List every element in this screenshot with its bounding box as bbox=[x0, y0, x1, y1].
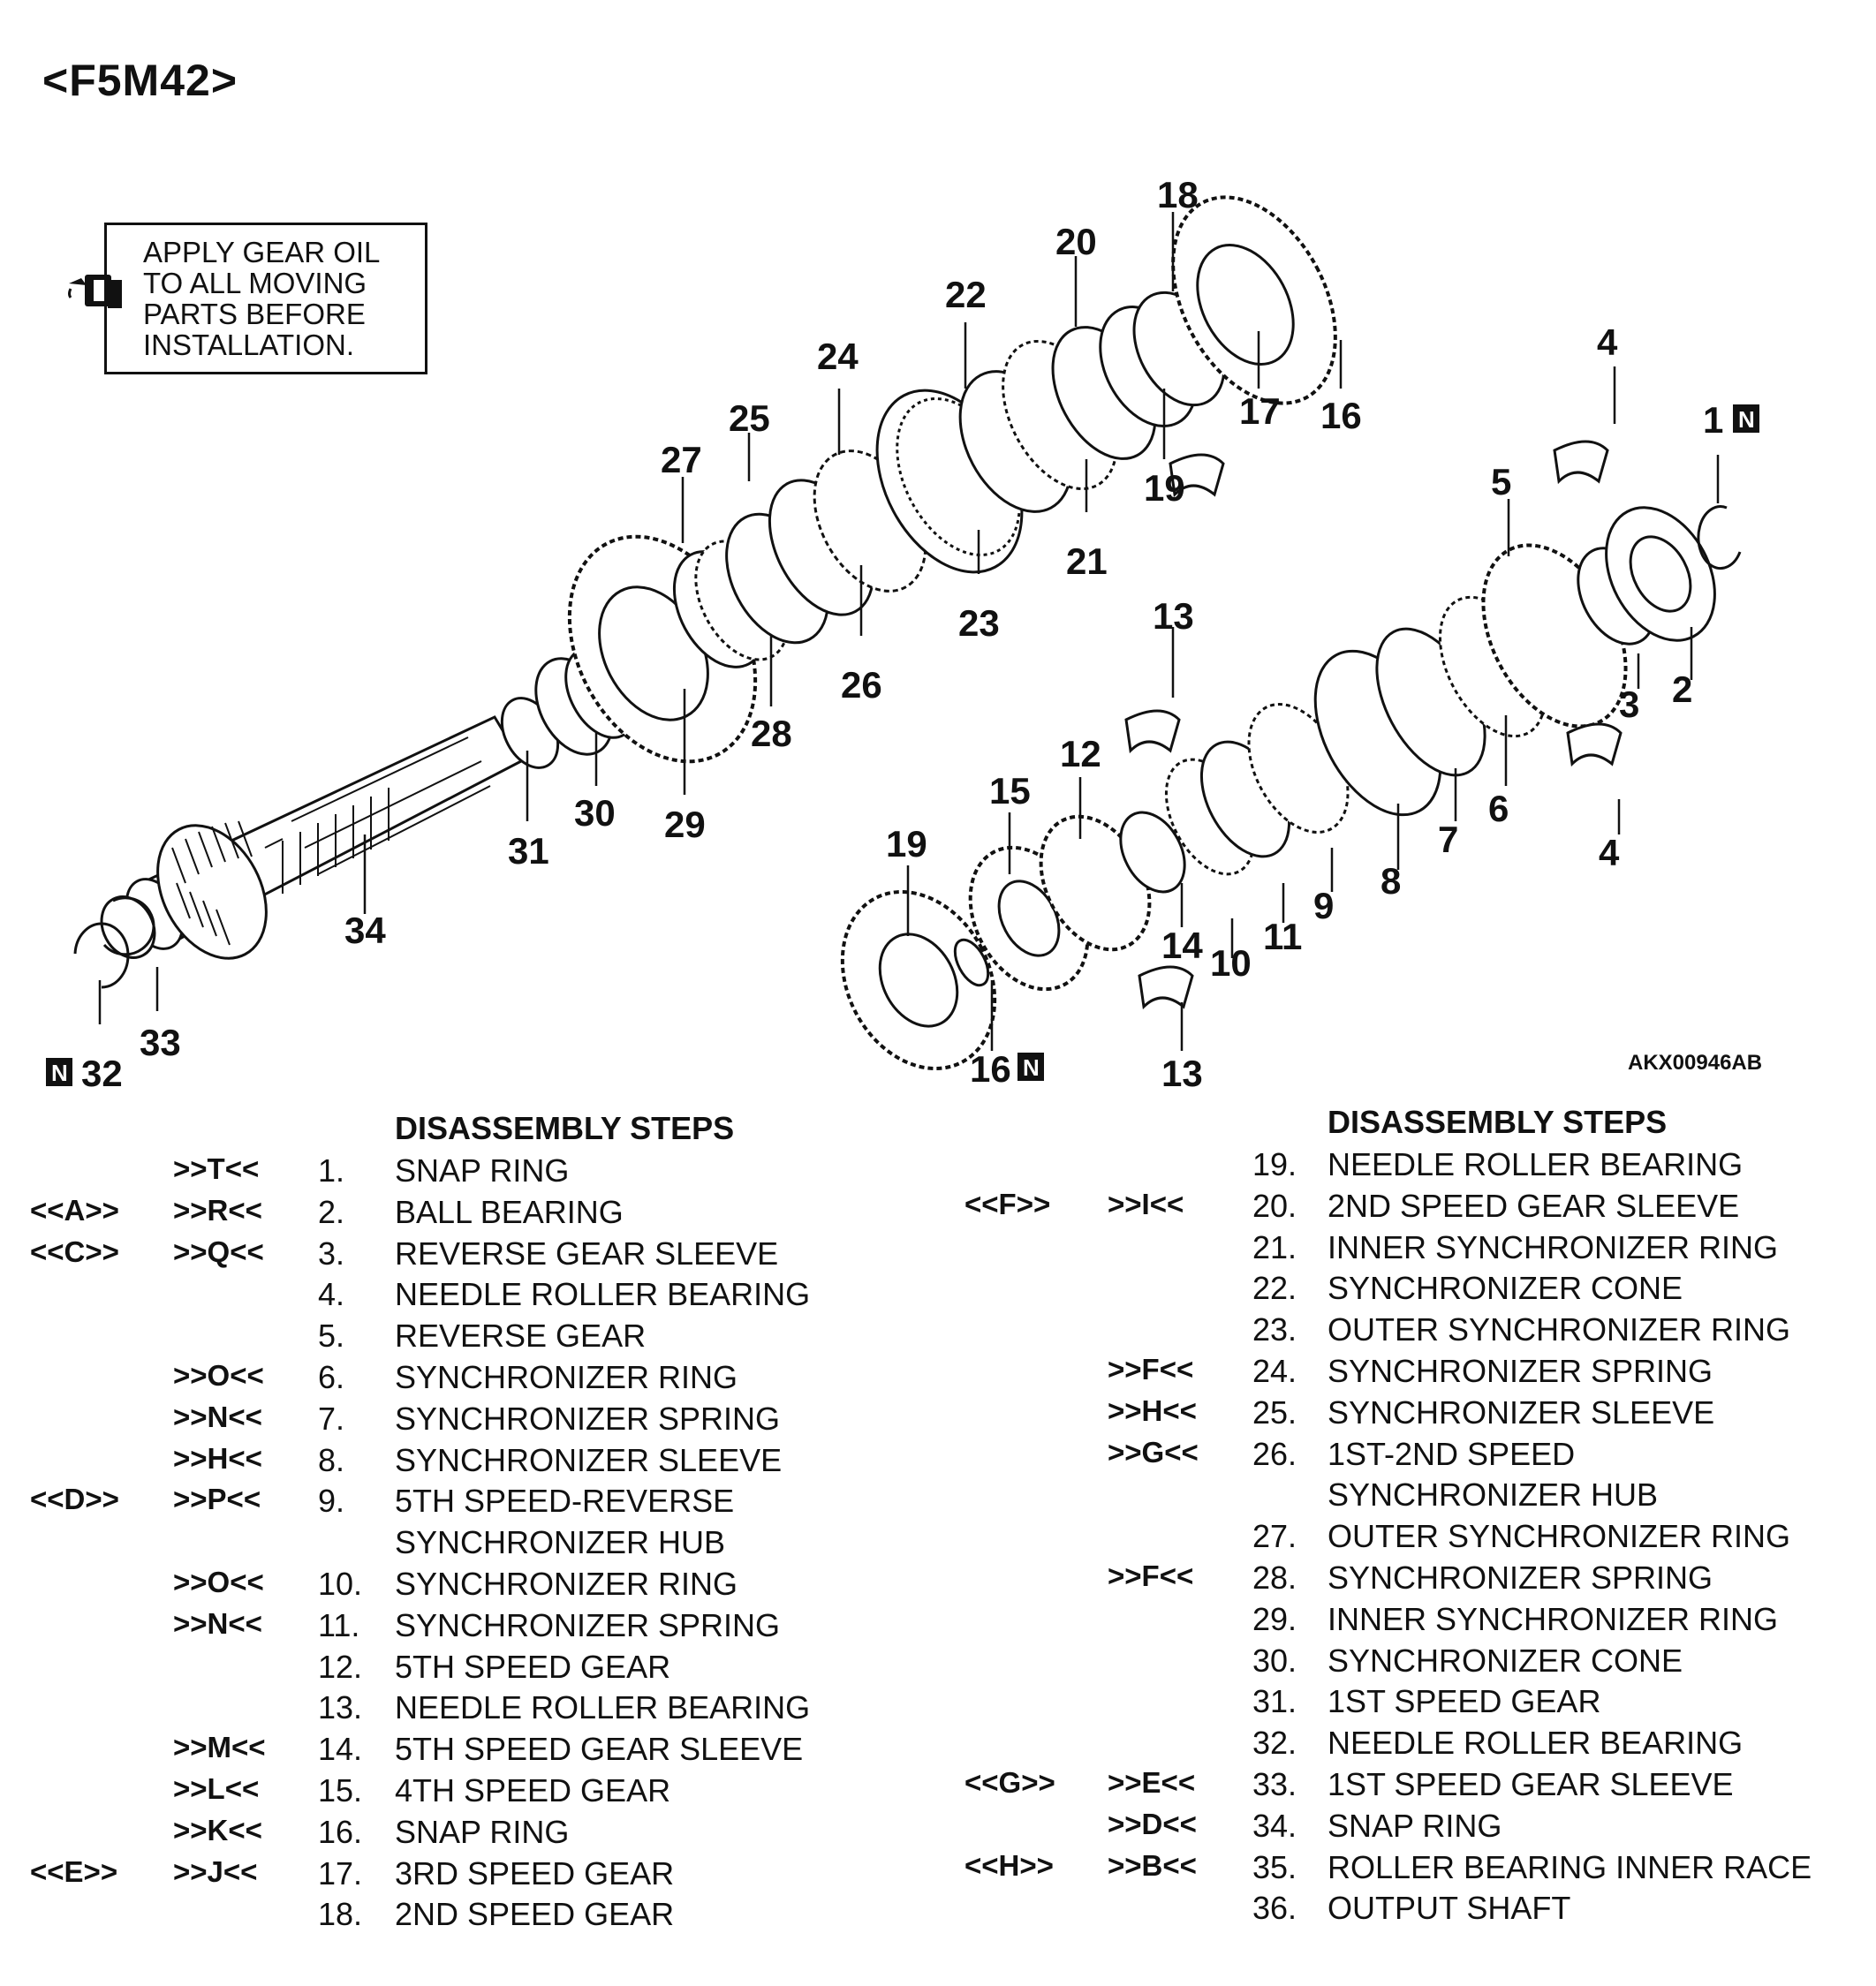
step-name: BALL BEARING bbox=[395, 1193, 624, 1230]
installation-mark: >>N<< bbox=[173, 1606, 262, 1640]
step-name: SNAP RING bbox=[395, 1152, 570, 1189]
installation-mark: >>B<< bbox=[1108, 1848, 1197, 1882]
step-number: 30. bbox=[1252, 1642, 1297, 1679]
step-number: 13. bbox=[318, 1689, 363, 1726]
step-number: 35. bbox=[1252, 1848, 1297, 1885]
step-name: OUTER SYNCHRONIZER RING bbox=[1328, 1311, 1791, 1348]
step-row bbox=[0, 1725, 1876, 1766]
step-number: 33. bbox=[1252, 1766, 1297, 1802]
note-line: TO ALL MOVING bbox=[143, 267, 367, 299]
step-number: 29. bbox=[1252, 1600, 1297, 1637]
callout-13-bottom: 13 bbox=[1161, 1053, 1203, 1094]
step-row bbox=[0, 1683, 1876, 1725]
step-number: 27. bbox=[1252, 1518, 1297, 1555]
callout-29: 27 bbox=[661, 439, 702, 480]
installation-mark: >>L<< bbox=[173, 1772, 260, 1805]
step-number: 5. bbox=[318, 1318, 345, 1355]
step-row bbox=[0, 1146, 1876, 1188]
callout-18: 16 bbox=[1320, 395, 1362, 436]
installation-mark: >>Q<< bbox=[173, 1235, 264, 1268]
installation-mark: >>H<< bbox=[173, 1441, 262, 1475]
callout-28: 26 bbox=[841, 664, 882, 706]
callout-1: 1 bbox=[1703, 399, 1724, 441]
reference-code: AKX00946AB bbox=[1628, 1051, 1763, 1075]
svg-text:N: N bbox=[1738, 406, 1755, 433]
step-name: SNAP RING bbox=[395, 1813, 570, 1850]
step-name: SYNCHRONIZER SLEEVE bbox=[1328, 1393, 1715, 1431]
callout-23: 21 bbox=[1066, 540, 1108, 582]
installation-mark: >>N<< bbox=[173, 1400, 262, 1433]
step-row bbox=[0, 1849, 1876, 1891]
step-number: 16. bbox=[318, 1813, 363, 1850]
note-line: APPLY GEAR OIL bbox=[143, 236, 381, 268]
callout-20: 18 bbox=[1157, 174, 1199, 215]
step-row bbox=[0, 1436, 1876, 1477]
step-row bbox=[0, 1601, 1876, 1642]
step-name: 5TH SPEED GEAR bbox=[395, 1648, 671, 1685]
callout-2: 2 bbox=[1672, 668, 1693, 710]
step-row bbox=[0, 1353, 1876, 1394]
step-number: 36. bbox=[1252, 1890, 1297, 1927]
callout-36: 34 bbox=[344, 910, 386, 951]
installation-mark: >>J<< bbox=[173, 1854, 258, 1888]
step-name: SYNCHRONIZER RING bbox=[395, 1566, 738, 1602]
callout-4-bottom: 4 bbox=[1599, 832, 1620, 873]
callout-27: 25 bbox=[729, 397, 770, 439]
step-number: 31. bbox=[1252, 1683, 1297, 1720]
callout-26: 24 bbox=[817, 336, 859, 377]
step-number: 10. bbox=[318, 1566, 363, 1602]
step-number: 2. bbox=[318, 1193, 345, 1230]
step-number: 28. bbox=[1252, 1559, 1297, 1596]
svg-text:N: N bbox=[51, 1060, 68, 1086]
step-number: 14. bbox=[318, 1731, 363, 1768]
step-row bbox=[0, 1890, 1876, 1931]
installation-mark: >>K<< bbox=[173, 1813, 262, 1846]
badge-n-16 bbox=[1017, 1053, 1044, 1081]
step-number: 25. bbox=[1252, 1393, 1297, 1431]
step-name: NEEDLE ROLLER BEARING bbox=[1328, 1146, 1744, 1182]
callout-7: 7 bbox=[1438, 819, 1459, 860]
callout-13-top: 13 bbox=[1153, 595, 1194, 637]
callout-6: 6 bbox=[1488, 788, 1509, 829]
step-name: REVERSE GEAR SLEEVE bbox=[395, 1235, 779, 1272]
step-number: 32. bbox=[1252, 1725, 1297, 1762]
step-number: 24. bbox=[1252, 1353, 1297, 1389]
step-number: 18. bbox=[318, 1896, 363, 1933]
step-name: SYNCHRONIZER SPRING bbox=[395, 1606, 781, 1643]
removal-mark: <<G>> bbox=[964, 1766, 1055, 1799]
step-name: NEEDLE ROLLER BEARING bbox=[395, 1689, 811, 1726]
step-name: 3RD SPEED GEAR bbox=[395, 1854, 675, 1892]
step-row bbox=[0, 1766, 1876, 1808]
callout-31: 29 bbox=[664, 804, 706, 845]
removal-mark: <<E>> bbox=[30, 1854, 118, 1888]
callout-3: 3 bbox=[1619, 683, 1640, 725]
callout-8: 8 bbox=[1381, 860, 1402, 902]
step-name: 1ST SPEED GEAR bbox=[1328, 1683, 1601, 1720]
removal-mark: <<D>> bbox=[30, 1483, 119, 1516]
step-name: SYNCHRONIZER SPRING bbox=[1328, 1559, 1713, 1596]
callout-11: 11 bbox=[1263, 916, 1303, 957]
step-row bbox=[0, 1642, 1876, 1684]
step-number: 17. bbox=[318, 1854, 363, 1892]
step-name: INNER SYNCHRONIZER RING bbox=[1328, 1600, 1779, 1637]
step-number: 34. bbox=[1252, 1807, 1297, 1844]
step-number: 9. bbox=[318, 1483, 345, 1520]
step-number: 3. bbox=[318, 1235, 345, 1272]
step-number: 23. bbox=[1252, 1311, 1297, 1348]
svg-text:N: N bbox=[1023, 1054, 1040, 1081]
callout-17: 19 bbox=[886, 823, 927, 865]
installation-mark: >>I<< bbox=[1108, 1187, 1184, 1220]
step-name: 1ST SPEED GEAR SLEEVE bbox=[1328, 1766, 1734, 1802]
removal-mark: <<H>> bbox=[964, 1848, 1054, 1882]
callout-14: 14 bbox=[1161, 925, 1203, 966]
step-name: SYNCHRONIZER RING bbox=[395, 1359, 738, 1395]
step-name: SYNCHRONIZER CONE bbox=[1328, 1270, 1683, 1307]
step-name: SYNCHRONIZER SPRING bbox=[1328, 1353, 1713, 1389]
step-name: SNAP RING bbox=[1328, 1807, 1502, 1844]
step-name: OUTPUT SHAFT bbox=[1328, 1890, 1571, 1927]
installation-mark: >>P<< bbox=[173, 1483, 261, 1516]
callout-9: 9 bbox=[1313, 885, 1335, 926]
callout-12: 12 bbox=[1060, 733, 1101, 774]
callout-19: 17 bbox=[1239, 390, 1281, 432]
step-number: 7. bbox=[318, 1400, 345, 1437]
step-name: SYNCHRONIZER SLEEVE bbox=[395, 1441, 783, 1478]
removal-mark: <<C>> bbox=[30, 1235, 119, 1268]
callout-4-top: 4 bbox=[1597, 321, 1618, 363]
installation-mark: >>O<< bbox=[173, 1566, 264, 1598]
step-name: 4TH SPEED GEAR bbox=[395, 1772, 671, 1809]
step-name: INNER SYNCHRONIZER RING bbox=[1328, 1228, 1779, 1265]
step-row bbox=[0, 1394, 1876, 1436]
step-row bbox=[0, 1476, 1876, 1518]
step-name: SYNCHRONIZER HUB bbox=[395, 1524, 726, 1561]
callout-25: 23 bbox=[958, 602, 1000, 644]
callout-34: 32 bbox=[81, 1053, 123, 1094]
steps-title-right: DISASSEMBLY STEPS bbox=[1328, 1104, 1668, 1140]
step-row bbox=[0, 1229, 1876, 1271]
callout-33: 31 bbox=[508, 830, 549, 872]
callout-5: 5 bbox=[1491, 461, 1512, 502]
step-number: 6. bbox=[318, 1359, 345, 1395]
step-name: OUTER SYNCHRONIZER RING bbox=[1328, 1518, 1791, 1555]
step-number: 12. bbox=[318, 1648, 363, 1685]
step-number: 22. bbox=[1252, 1270, 1297, 1307]
step-name: 2ND SPEED GEAR SLEEVE bbox=[1328, 1187, 1740, 1224]
step-number: 19. bbox=[1252, 1146, 1297, 1182]
step-number: 26. bbox=[1252, 1435, 1297, 1472]
step-name: 2ND SPEED GEAR bbox=[395, 1896, 675, 1933]
step-number: 15. bbox=[318, 1772, 363, 1809]
callout-16: 16 bbox=[970, 1048, 1011, 1090]
installation-mark: >>D<< bbox=[1108, 1807, 1197, 1840]
badge-n-34 bbox=[46, 1058, 72, 1086]
installation-mark: >>G<< bbox=[1108, 1435, 1199, 1469]
callout-24: 22 bbox=[945, 274, 987, 315]
step-number: 4. bbox=[318, 1276, 345, 1313]
installation-mark: >>T<< bbox=[173, 1152, 260, 1185]
installation-mark: >>E<< bbox=[1108, 1766, 1196, 1799]
callout-22: 20 bbox=[1055, 221, 1097, 262]
step-name: SYNCHRONIZER HUB bbox=[1328, 1476, 1659, 1514]
callout-35: 33 bbox=[140, 1022, 181, 1063]
badge-n-1 bbox=[1733, 404, 1759, 433]
callout-21: 19 bbox=[1144, 467, 1185, 509]
step-name: REVERSE GEAR bbox=[395, 1318, 647, 1355]
step-row bbox=[0, 1808, 1876, 1849]
step-name: SYNCHRONIZER CONE bbox=[1328, 1642, 1683, 1679]
installation-mark: >>F<< bbox=[1108, 1559, 1194, 1592]
step-number: 21. bbox=[1252, 1228, 1297, 1265]
step-name: ROLLER BEARING INNER RACE bbox=[1328, 1848, 1812, 1885]
note-line: INSTALLATION. bbox=[143, 328, 354, 361]
step-number: 20. bbox=[1252, 1187, 1297, 1224]
steps-title-left: DISASSEMBLY STEPS bbox=[395, 1110, 735, 1146]
upper-gear-train-drawing bbox=[491, 170, 1369, 794]
removal-mark: <<F>> bbox=[964, 1187, 1051, 1220]
step-name: 5TH SPEED GEAR SLEEVE bbox=[395, 1731, 804, 1768]
installation-mark: >>M<< bbox=[173, 1731, 266, 1764]
callout-30: 28 bbox=[751, 713, 792, 754]
step-row bbox=[0, 1518, 1876, 1559]
step-row bbox=[0, 1311, 1876, 1353]
step-name: NEEDLE ROLLER BEARING bbox=[395, 1276, 811, 1313]
page-title: <F5M42> bbox=[42, 56, 238, 105]
step-name: 1ST-2ND SPEED bbox=[1328, 1435, 1576, 1472]
step-row bbox=[0, 1188, 1876, 1229]
step-number: 11. bbox=[318, 1606, 360, 1643]
installation-mark: >>O<< bbox=[173, 1359, 264, 1392]
callout-10: 10 bbox=[1210, 942, 1252, 984]
installation-mark: >>R<< bbox=[173, 1193, 262, 1227]
step-row bbox=[0, 1559, 1876, 1601]
installation-mark: >>F<< bbox=[1108, 1353, 1194, 1386]
step-row bbox=[0, 1270, 1876, 1311]
step-number: 1. bbox=[318, 1152, 345, 1189]
step-name: SYNCHRONIZER SPRING bbox=[395, 1400, 781, 1437]
note-line: PARTS BEFORE bbox=[143, 298, 366, 330]
output-shaft-drawing bbox=[75, 717, 521, 987]
step-number: 8. bbox=[318, 1441, 345, 1478]
step-name: 5TH SPEED-REVERSE bbox=[395, 1483, 735, 1520]
removal-mark: <<A>> bbox=[30, 1193, 119, 1227]
step-name: NEEDLE ROLLER BEARING bbox=[1328, 1725, 1744, 1762]
callout-15: 15 bbox=[989, 770, 1031, 812]
installation-mark: >>H<< bbox=[1108, 1393, 1197, 1427]
callout-32: 30 bbox=[574, 792, 616, 834]
